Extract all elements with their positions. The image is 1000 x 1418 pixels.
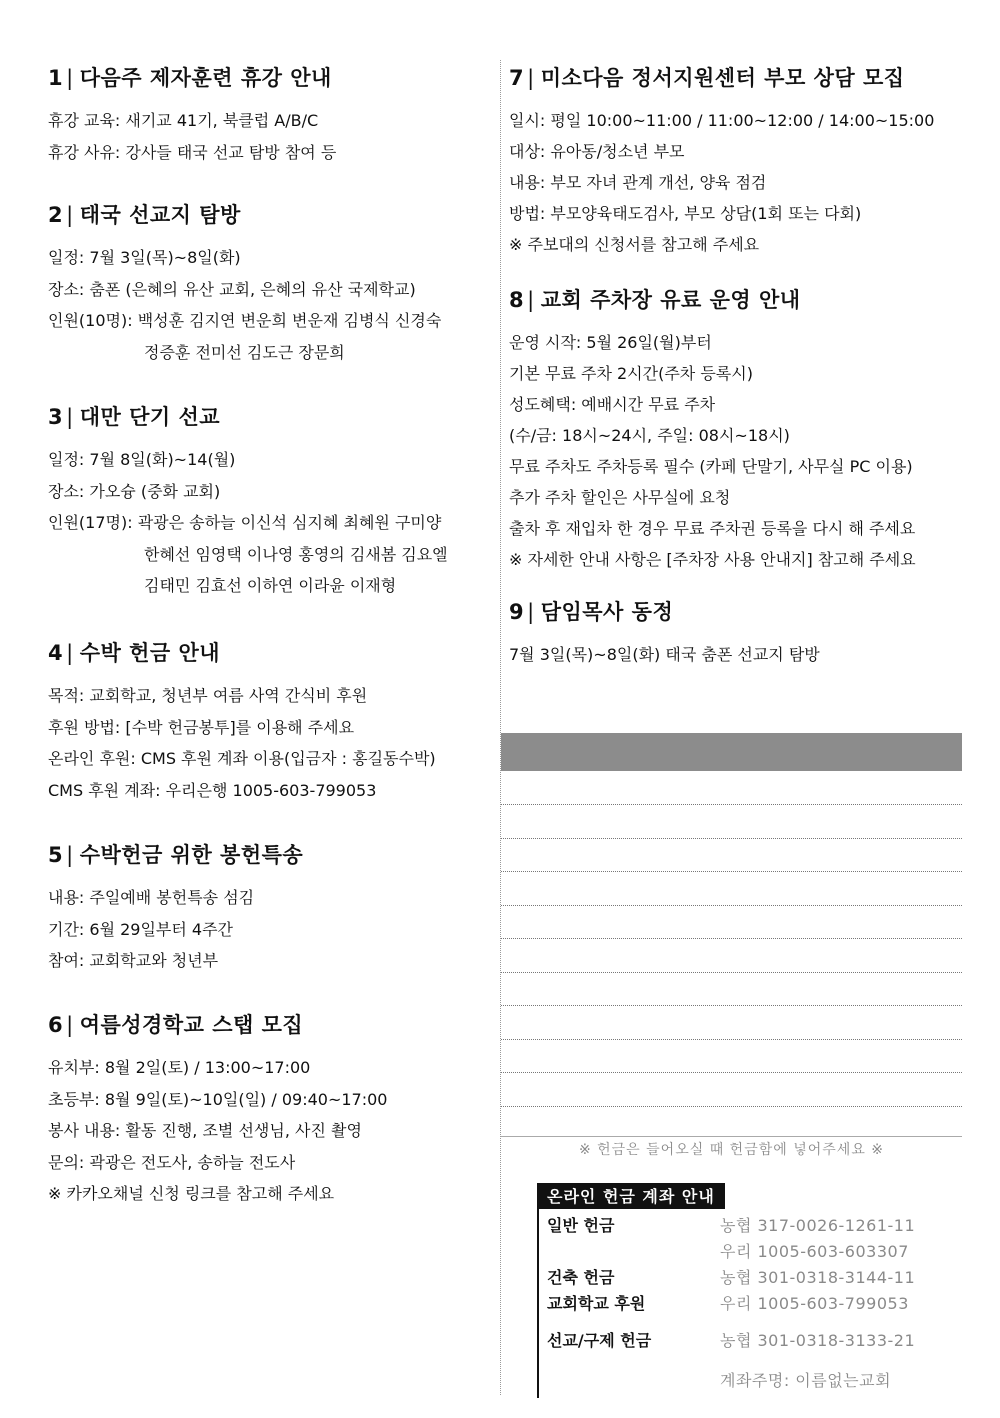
section-4-line: 목적: 교회학교, 청년부 여름 사역 간식비 후원 xyxy=(48,686,368,705)
section-3-line: 한혜선 임영택 이나영 홍영의 김새봄 김요엘 xyxy=(144,544,448,564)
section-6-line: 유치부: 8월 2일(토) / 13:00~17:00 xyxy=(48,1058,311,1077)
memo-line xyxy=(501,905,962,906)
section-5-line: 내용: 주일예배 봉헌특송 섬김 xyxy=(48,888,255,907)
section-8-line: 출차 후 재입차 한 경우 무료 주차권 등록을 다시 해 주세요 xyxy=(509,519,916,538)
section-2 xyxy=(48,200,493,368)
section-6-line: 초등부: 8월 9일(토)~10일(일) / 09:40~17:00 xyxy=(48,1089,388,1109)
accounts-title: 온라인 헌금 계좌 안내 xyxy=(537,1183,725,1209)
account-label-school: 교회학교 후원 xyxy=(547,1294,646,1313)
section-7 xyxy=(509,63,969,260)
section-9-line: 7월 3일(목)~8일(화) 태국 춤폰 선교지 탐방 xyxy=(509,645,820,664)
section-8 xyxy=(509,285,969,575)
section-2-heading: 2 | 태국 선교지 탐방 xyxy=(48,203,241,227)
account-label-building: 건축 헌금 xyxy=(547,1268,615,1287)
section-6-line: 봉사 내용: 활동 진행, 조별 선생님, 사진 촬영 xyxy=(48,1121,362,1140)
section-9-heading: 9 | 담임목사 동정 xyxy=(509,600,674,624)
section-8-line: 성도혜택: 예배시간 무료 주차 xyxy=(509,395,716,414)
section-8-line: (수/금: 18시~24시, 주일: 08시~18시) xyxy=(509,426,790,445)
section-4-line: 온라인 후원: CMS 후원 계좌 이용(입금자 : 홍길동수박) xyxy=(48,749,436,768)
account-holder: 계좌주명: 이름없는교회 xyxy=(720,1371,892,1390)
account-value-school: 우리 1005-603-799053 xyxy=(720,1294,909,1313)
account-value-mission: 농협 301-0318-3133-21 xyxy=(720,1331,916,1350)
section-6-line: 문의: 곽광은 전도사, 송하늘 전도사 xyxy=(48,1152,296,1172)
section-7-line: 내용: 부모 자녀 관계 개선, 양육 점검 xyxy=(509,173,767,192)
account-value-general-2: 우리 1005-603-603307 xyxy=(720,1242,909,1261)
section-2-line: 일정: 7월 3일(목)~8일(화) xyxy=(48,248,241,267)
account-value-building: 농협 301-0318-3144-11 xyxy=(720,1268,916,1287)
memo-line xyxy=(501,1072,962,1073)
section-4-line: CMS 후원 계좌: 우리은행 1005-603-799053 xyxy=(48,780,377,800)
section-6-line: ※ 카카오채널 신청 링크를 참고해 주세요 xyxy=(48,1184,335,1203)
memo-line xyxy=(501,1039,962,1040)
section-8-line: 운영 시작: 5월 26일(월)부터 xyxy=(509,333,712,352)
section-8-line: 기본 무료 주차 2시간(주차 등록시) xyxy=(509,364,753,383)
section-2-line: 인원(10명): 백성훈 김지연 변운희 변운재 김병식 신경숙 xyxy=(48,311,442,330)
memo-line xyxy=(501,838,962,839)
section-3-line: 인원(17명): 곽광은 송하늘 이신석 심지혜 최혜원 구미양 xyxy=(48,513,442,532)
section-1-heading: 1 | 다음주 제자훈련 휴강 안내 xyxy=(48,66,332,90)
section-7-line: 방법: 부모양육태도검사, 부모 상담(1회 또는 다회) xyxy=(509,204,862,223)
section-3 xyxy=(48,402,493,602)
accounts-left-rule xyxy=(537,1203,539,1398)
section-3-line: 장소: 가오슝 (중화 교회) xyxy=(48,481,221,501)
memo-line xyxy=(501,938,962,939)
memo-line xyxy=(501,1106,962,1107)
section-6 xyxy=(48,1010,493,1210)
section-8-line: ※ 자세한 안내 사항은 [주차장 사용 안내지] 참고해 주세요 xyxy=(509,550,916,569)
section-7-heading: 7 | 미소다음 정서지원센터 부모 상담 모집 xyxy=(509,66,905,90)
section-1 xyxy=(48,63,493,168)
section-2-line: 장소: 춤폰 (은혜의 유산 교회, 은혜의 유산 국제학교) xyxy=(48,279,416,299)
section-8-line: 추가 주차 할인은 사무실에 요청 xyxy=(509,488,731,507)
section-7-line: 대상: 유아동/청소년 부모 xyxy=(509,142,685,161)
memo-line xyxy=(501,871,962,872)
section-9 xyxy=(509,597,969,670)
memo-header-bar xyxy=(501,733,962,771)
account-label-mission: 선교/구제 헌금 xyxy=(547,1331,652,1350)
section-1-line: 휴강 사유: 강사들 태국 선교 탐방 참여 등 xyxy=(48,142,337,162)
section-3-line: 김태민 김효선 이하연 이라윤 이재형 xyxy=(144,576,397,595)
section-8-heading: 8 | 교회 주차장 유료 운영 안내 xyxy=(509,288,801,312)
section-7-line: 일시: 평일 10:00~11:00 / 11:00~12:00 / 14:00~15:00 xyxy=(509,111,935,130)
section-6-heading: 6 | 여름성경학교 스탭 모집 xyxy=(48,1013,304,1037)
account-value-general-1: 농협 317-0026-1261-11 xyxy=(720,1216,916,1235)
section-4-heading: 4 | 수박 헌금 안내 xyxy=(48,641,221,665)
section-2-line: 정증훈 전미선 김도근 장문희 xyxy=(144,342,345,362)
memo-line xyxy=(501,972,962,973)
section-8-line: 무료 주차도 주차등록 필수 (카페 단말기, 사무실 PC 이용) xyxy=(509,457,913,476)
memo-bottom-rule xyxy=(501,1136,962,1137)
memo-line xyxy=(501,804,962,805)
section-5 xyxy=(48,840,493,977)
section-1-line: 휴강 교육: 새기교 41기, 북클럽 A/B/C xyxy=(48,111,319,130)
section-3-line: 일정: 7월 8일(화)~14(월) xyxy=(48,450,236,469)
offering-note: ※ 헌금은 들어오실 때 헌금함에 넣어주세요 ※ xyxy=(578,1142,885,1158)
section-7-line: ※ 주보대의 신청서를 참고해 주세요 xyxy=(509,235,760,254)
memo-line xyxy=(501,1005,962,1006)
account-label-general: 일반 헌금 xyxy=(547,1216,615,1235)
column-divider xyxy=(500,60,501,1395)
section-4 xyxy=(48,638,493,806)
section-4-line: 후원 방법: [수박 헌금봉투]를 이용해 주세요 xyxy=(48,717,355,737)
section-3-heading: 3 | 대만 단기 선교 xyxy=(48,405,221,429)
section-5-line: 참여: 교회학교와 청년부 xyxy=(48,951,219,970)
section-5-line: 기간: 6월 29일부터 4주간 xyxy=(48,919,234,939)
section-5-heading: 5 | 수박헌금 위한 봉헌특송 xyxy=(48,843,304,867)
